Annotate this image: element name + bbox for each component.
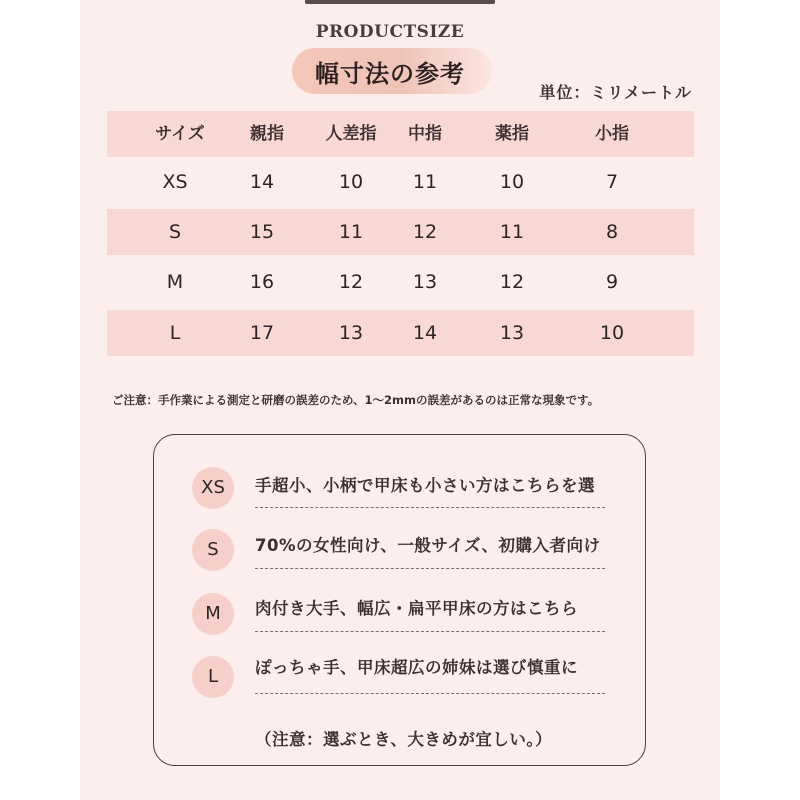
column-header: サイズ — [155, 124, 205, 144]
table-cell: 12 — [499, 271, 525, 293]
divider — [255, 631, 605, 632]
table-cell: 13 — [499, 322, 525, 344]
table-cell: 17 — [249, 322, 275, 344]
cropped-header-strip — [305, 0, 495, 4]
size-guide-text: 手超小、小柄で甲床も小さい方はこちらを選 — [255, 476, 595, 495]
table-cell: 15 — [249, 221, 275, 243]
measurement-note: ご注意：手作業による測定と研磨の誤差のため、1～2mmの誤差があるのは正常な現象です。 — [112, 393, 600, 407]
table-cell: 11 — [412, 171, 438, 193]
table-cell: 8 — [605, 221, 619, 243]
size-badge-s: S — [192, 529, 234, 571]
divider — [255, 507, 605, 508]
table-cell: 11 — [338, 221, 364, 243]
table-cell: 14 — [249, 171, 275, 193]
table-cell: S — [168, 221, 182, 243]
table-row — [107, 259, 694, 305]
size-badge-m: M — [192, 593, 234, 635]
size-guide-text: 70%の女性向け、一般サイズ、初購入者向け — [255, 536, 601, 555]
column-header: 人差指 — [325, 124, 377, 144]
table-cell: 10 — [599, 322, 625, 344]
column-header: 親指 — [250, 124, 284, 144]
table-row — [107, 310, 694, 356]
size-badge-xs: XS — [192, 467, 234, 509]
table-cell: 12 — [338, 271, 364, 293]
table-cell: 10 — [338, 171, 364, 193]
column-header: 小指 — [595, 124, 629, 144]
column-header: 薬指 — [495, 124, 529, 144]
table-row — [107, 209, 694, 255]
size-badge-l: L — [192, 656, 234, 698]
table-cell: 13 — [338, 322, 364, 344]
divider — [255, 693, 605, 694]
table-cell: 7 — [605, 171, 619, 193]
table-cell: 9 — [605, 271, 619, 293]
section-eyebrow: PRODUCTSIZE — [315, 22, 465, 42]
size-guide-text: 肉付き大手、幅広・扁平甲床の方はこちら — [255, 599, 578, 618]
table-cell: 13 — [412, 271, 438, 293]
table-cell: L — [169, 322, 181, 344]
table-cell: 16 — [249, 271, 275, 293]
table-cell: M — [166, 271, 184, 293]
page-title: 幅寸法の参考 — [315, 60, 465, 88]
table-cell: XS — [162, 171, 188, 193]
size-guide-text: ぽっちゃ手、甲床超広の姉妹は選び慎重に — [255, 658, 578, 677]
table-cell: 11 — [499, 221, 525, 243]
table-header-row — [107, 111, 694, 157]
guide-footnote: （注意：選ぶとき、大きめが宜しい。） — [255, 730, 553, 749]
table-cell: 12 — [412, 221, 438, 243]
divider — [255, 568, 605, 569]
table-cell: 14 — [412, 322, 438, 344]
table-cell: 10 — [499, 171, 525, 193]
unit-label: 単位：ミリメートル — [539, 83, 692, 102]
table-row — [107, 159, 694, 205]
column-header: 中指 — [408, 124, 442, 144]
